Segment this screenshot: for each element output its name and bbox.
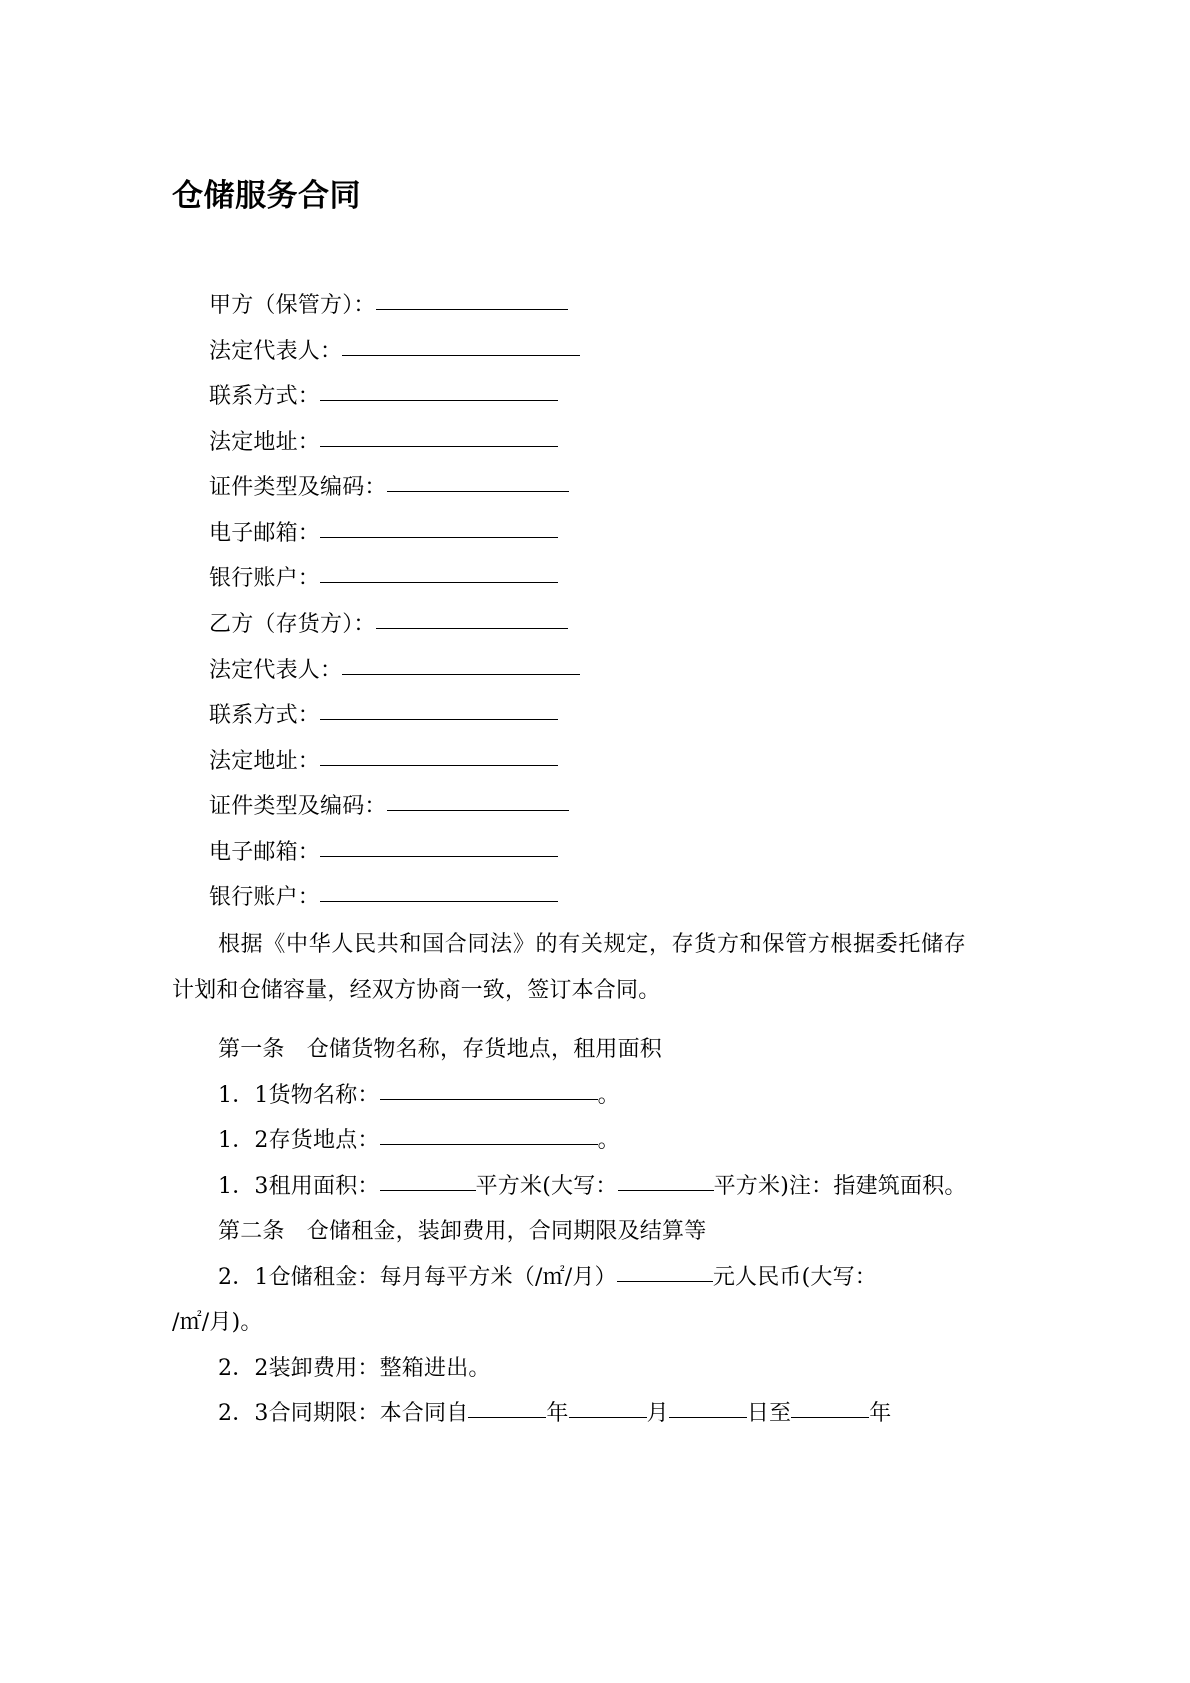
party-a-heading-label: 甲方（保管方）： [209,293,376,318]
party-b-bank-row [209,875,969,921]
party-b-name-blank[interactable] [376,606,568,629]
party-b-address-row [209,739,969,785]
party-a-bank-blank[interactable] [320,560,558,583]
section-spacer [172,1013,966,1027]
clause-item-2-1-wrap: /㎡/月)。 [172,1310,263,1335]
clause-item-1-2 [172,1118,966,1164]
end-year-blank[interactable] [791,1397,869,1418]
party-b-heading-row [209,602,969,648]
clause-item-1-2-tail: 。 [597,1128,620,1153]
party-a-id-label: 证件类型及编码： [209,475,387,500]
clause-item-2-3-month: 月 [646,1401,669,1426]
clause-one-heading: 第一条 仓储货物名称，存货地点，租用面积 [218,1037,663,1062]
party-a-address-label: 法定地址： [209,429,321,455]
party-a-contact-row [209,374,969,420]
rent-area-words-blank[interactable] [618,1170,714,1191]
goods-name-blank[interactable] [380,1079,598,1100]
party-a-name-blank[interactable] [376,287,568,310]
rent-price-blank[interactable] [617,1261,713,1282]
clause-item-2-1-tail: 元人民币(大写： [712,1264,878,1290]
party-b-contact-row [209,693,969,739]
party-a-legal-rep-blank[interactable] [342,333,580,356]
clause-item-2-3 [172,1391,966,1437]
page-title: 仓储服务合同 [172,178,361,214]
party-a-id-row [209,465,969,511]
party-b-bank-blank[interactable] [320,879,558,902]
party-b-heading-label: 乙方（存货方）： [209,612,376,637]
party-b-contact-label: 联系方式： [209,703,321,728]
party-a-email-label: 电子邮箱： [209,520,321,546]
clause-item-1-2-label: 1．2存货地点： [218,1128,380,1153]
party-b-email-blank[interactable] [320,834,558,857]
party-b-address-label: 法定地址： [209,748,321,774]
party-b-bank-label: 银行账户： [209,885,321,910]
party-a-email-blank[interactable] [320,515,558,538]
party-a-address-blank[interactable] [320,424,558,447]
party-a-legal-rep-label: 法定代表人： [209,338,343,364]
party-b-id-label: 证件类型及编码： [209,794,387,819]
party-b-email-row [209,830,969,876]
party-a-contact-label: 联系方式： [209,384,321,409]
clause-item-1-1 [172,1073,966,1119]
party-a-email-row [209,511,969,557]
clause-item-2-3-day: 日至 [746,1401,792,1426]
clause-item-1-3-label: 1．3租用面积： [218,1173,380,1199]
clause-item-1-3 [172,1164,966,1210]
clause-item-2-1 [172,1255,966,1301]
clause-item-2-3-year: 年 [546,1401,569,1426]
clause-item-1-3-mid: 平方米(大写： [475,1173,618,1199]
start-month-blank[interactable] [569,1397,647,1418]
party-a-bank-label: 银行账户： [209,566,321,591]
clause-item-1-1-tail: 。 [597,1082,620,1108]
party-a-contact-blank[interactable] [320,378,558,401]
start-year-blank[interactable] [468,1397,546,1418]
party-a-address-row [209,420,969,466]
party-b-block [209,602,969,921]
preamble-paragraph: 根据《中华人民共和国合同法》的有关规定，存货方和保管方根据委托储存计划和仓储容量，经双方协商一致，签订本合同。 [172,932,966,1003]
party-a-heading-row [209,283,969,329]
party-b-id-blank[interactable] [387,788,569,811]
clause-item-2-3-year2: 年 [869,1401,892,1426]
clause-item-2-1-label: 2．1仓储租金：每月每平方米（/㎡/月） [218,1264,617,1290]
contract-body [172,922,966,1437]
clause-item-1-1-label: 1．1货物名称： [218,1082,380,1108]
party-b-address-blank[interactable] [320,743,558,766]
party-a-legal-rep-row [209,329,969,375]
party-a-block [209,283,969,602]
party-b-legal-rep-blank[interactable] [342,652,580,675]
storage-location-blank[interactable] [380,1124,598,1145]
party-a-bank-row [209,556,969,602]
clause-item-2-3-label: 2．3合同期限：本合同自 [218,1401,469,1426]
party-b-legal-rep-row [209,648,969,694]
party-b-id-row [209,784,969,830]
rent-area-number-blank[interactable] [380,1170,476,1191]
party-b-contact-blank[interactable] [320,697,558,720]
clause-item-1-3-tail: 平方米)注：指建筑面积。 [713,1173,967,1199]
party-a-id-blank[interactable] [387,469,569,492]
start-day-blank[interactable] [669,1397,747,1418]
clause-two-heading: 第二条 仓储租金，装卸费用，合同期限及结算等 [218,1219,707,1244]
party-b-legal-rep-label: 法定代表人： [209,657,343,683]
party-b-email-label: 电子邮箱： [209,839,321,865]
clause-item-2-2: 2．2装卸费用：整箱进出。 [218,1355,491,1381]
